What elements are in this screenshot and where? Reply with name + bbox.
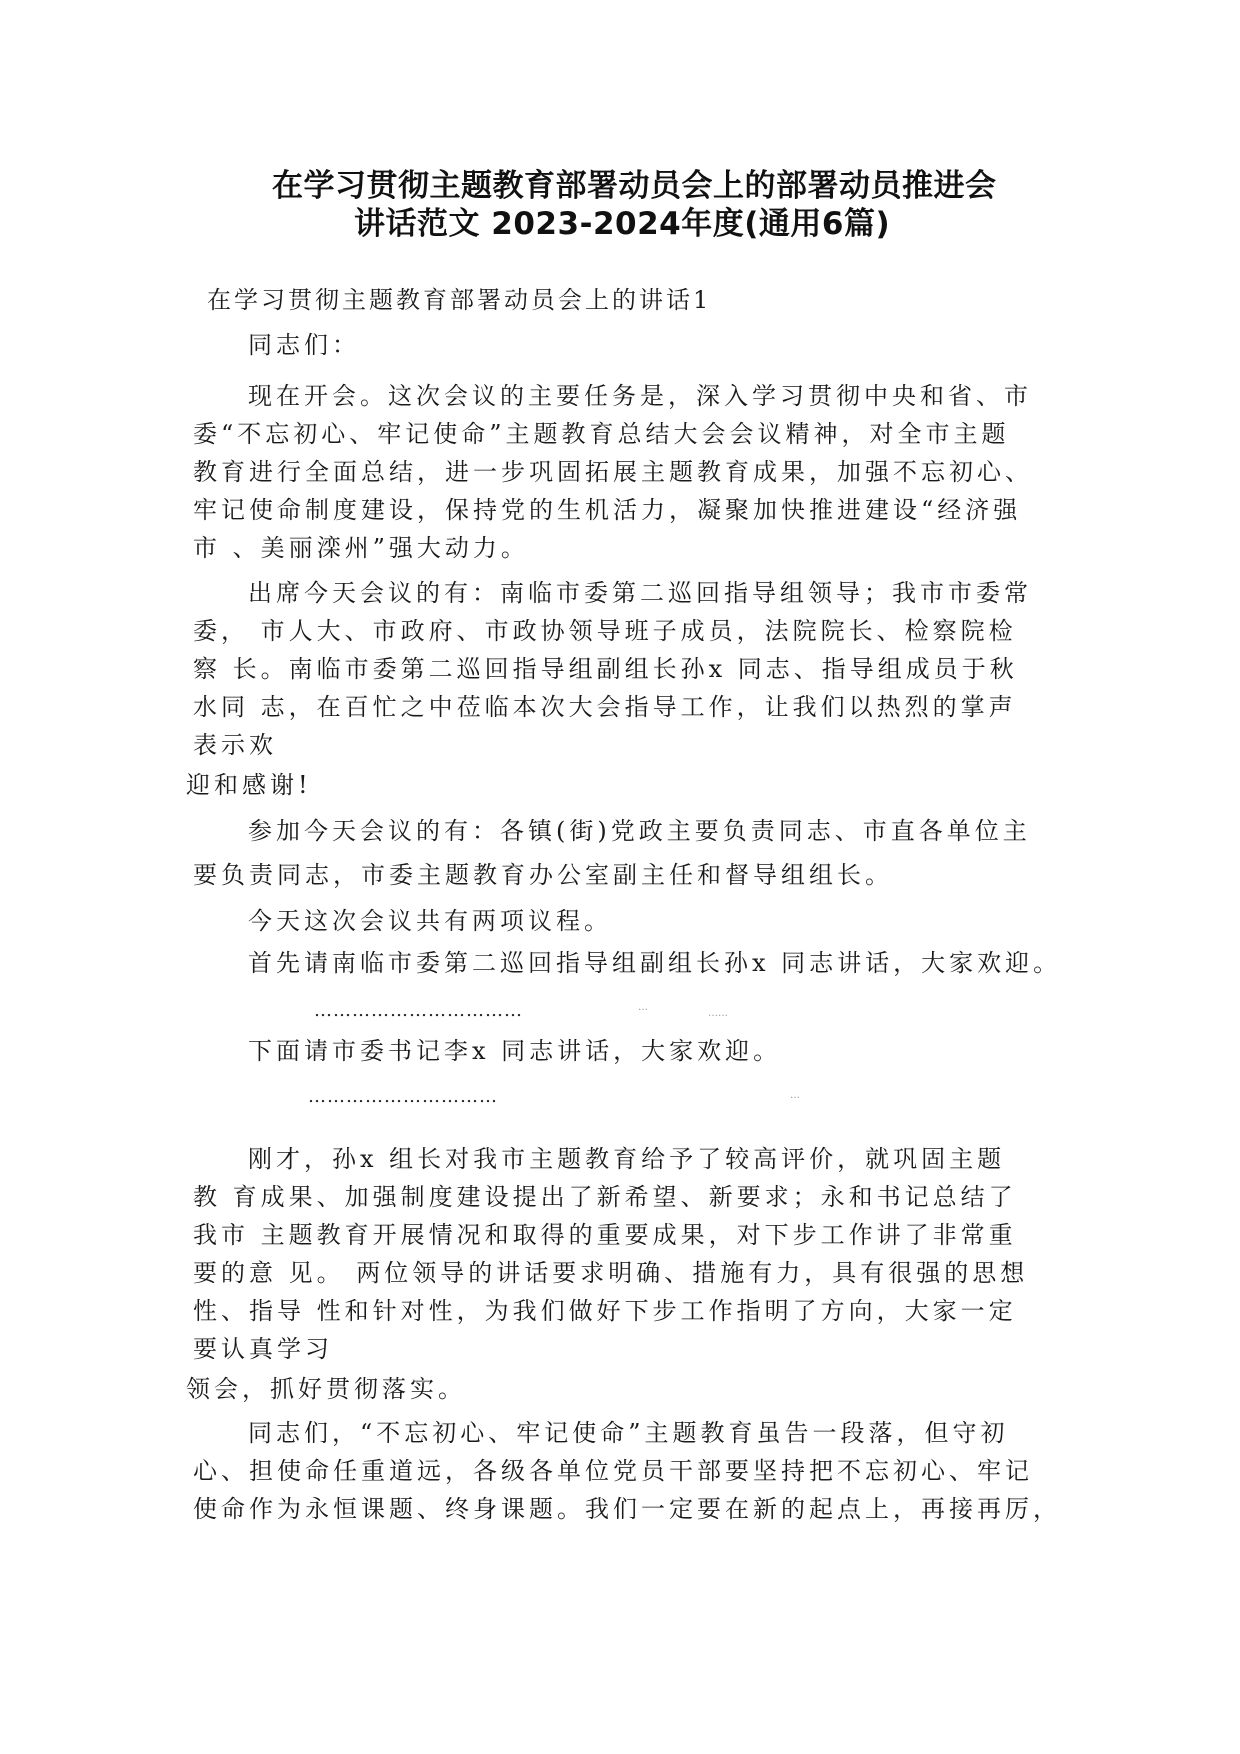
salutation: 同志们： [248,331,360,359]
ellipsis-placeholder: …………………………… [314,1000,523,1021]
paragraph-line: 迎和感谢! [186,771,312,799]
paragraph-line: 出席今天会议的有：南临市委第二巡回指导组领导；我市市委常 [248,579,1032,607]
paragraph-line: 同志们，“不忘初心、牢记使命”主题教育虽告一段落，但守初 [248,1419,1009,1447]
paragraph-line: 刚才，孙x 组长对我市主题教育给予了较高评价，就巩固主题 [248,1145,1006,1173]
paragraph-line: 首先请南临市委第二巡回指导组副组长孙x 同志讲话，大家欢迎。 [248,949,1062,977]
paragraph-line: 我市 主题教育开展情况和取得的重要成果，对下步工作讲了非常重 [193,1221,1017,1249]
faint-ellipsis: …… [708,1008,728,1019]
paragraph-line: 要负责同志，市委主题教育办公室副主任和督导组组长。 [193,861,893,889]
paragraph-line: 领会，抓好贯彻落实。 [186,1375,466,1403]
paragraph-line: 下面请市委书记李x 同志讲话，大家欢迎。 [248,1037,782,1065]
paragraph-line: 表示欢 [193,731,277,759]
section-heading: 在学习贯彻主题教育部署动员会上的讲话1 [207,286,712,314]
paragraph-line: 教育进行全面总结，进一步巩固拓展主题教育成果，加强不忘初心、 [193,458,1033,486]
document-title-line-2: 讲话范文 2023-2024年度(通用6篇) [354,206,891,242]
faint-ellipsis: … [790,1090,800,1101]
paragraph-line: 市 、美丽滦州”强大动力。 [193,534,529,562]
paragraph-line: 察 长。南临市委第二巡回指导组副组长孙x 同志、指导组成员于秋 [193,655,1018,683]
paragraph-line: 要的意 见。 两位领导的讲话要求明确、措施有力，具有很强的思想 [193,1259,1029,1287]
paragraph-line: 水同 志，在百忙之中莅临本次大会指导工作，让我们以热烈的掌声 [193,693,1017,721]
paragraph-line: 心、担使命任重道远，各级各单位党员干部要坚持把不忘初心、牢记 [193,1457,1033,1485]
paragraph-line: 现在开会。这次会议的主要任务是，深入学习贯彻中央和省、市 [248,382,1032,410]
document-title-line-1: 在学习贯彻主题教育部署动员会上的部署动员推进会 [272,168,997,204]
ellipsis-placeholder: ………………………… [308,1086,498,1107]
faint-ellipsis: … [638,1002,648,1013]
paragraph-line: 性、指导 性和针对性，为我们做好下步工作指明了方向，大家一定 [193,1297,1017,1325]
paragraph-line: 牢记使命制度建设，保持党的生机活力，凝聚加快推进建设“经济强 [193,496,1022,524]
paragraph-line: 参加今天会议的有：各镇(街)党政主要负责同志、市直各单位主 [248,817,1031,845]
paragraph-line: 使命作为永恒课题、终身课题。我们一定要在新的起点上，再接再厉， [193,1495,1061,1523]
paragraph-line: 今天这次会议共有两项议程。 [248,907,612,935]
paragraph-line: 委“不忘初心、牢记使命”主题教育总结大会会议精神，对全市主题 [193,420,1010,448]
paragraph-line: 委， 市人大、市政府、市政协领导班子成员，法院院长、检察院检 [193,617,1017,645]
paragraph-line: 教 育成果、加强制度建设提出了新希望、新要求；永和书记总结了 [193,1183,1017,1211]
paragraph-line: 要认真学习 [193,1335,333,1363]
